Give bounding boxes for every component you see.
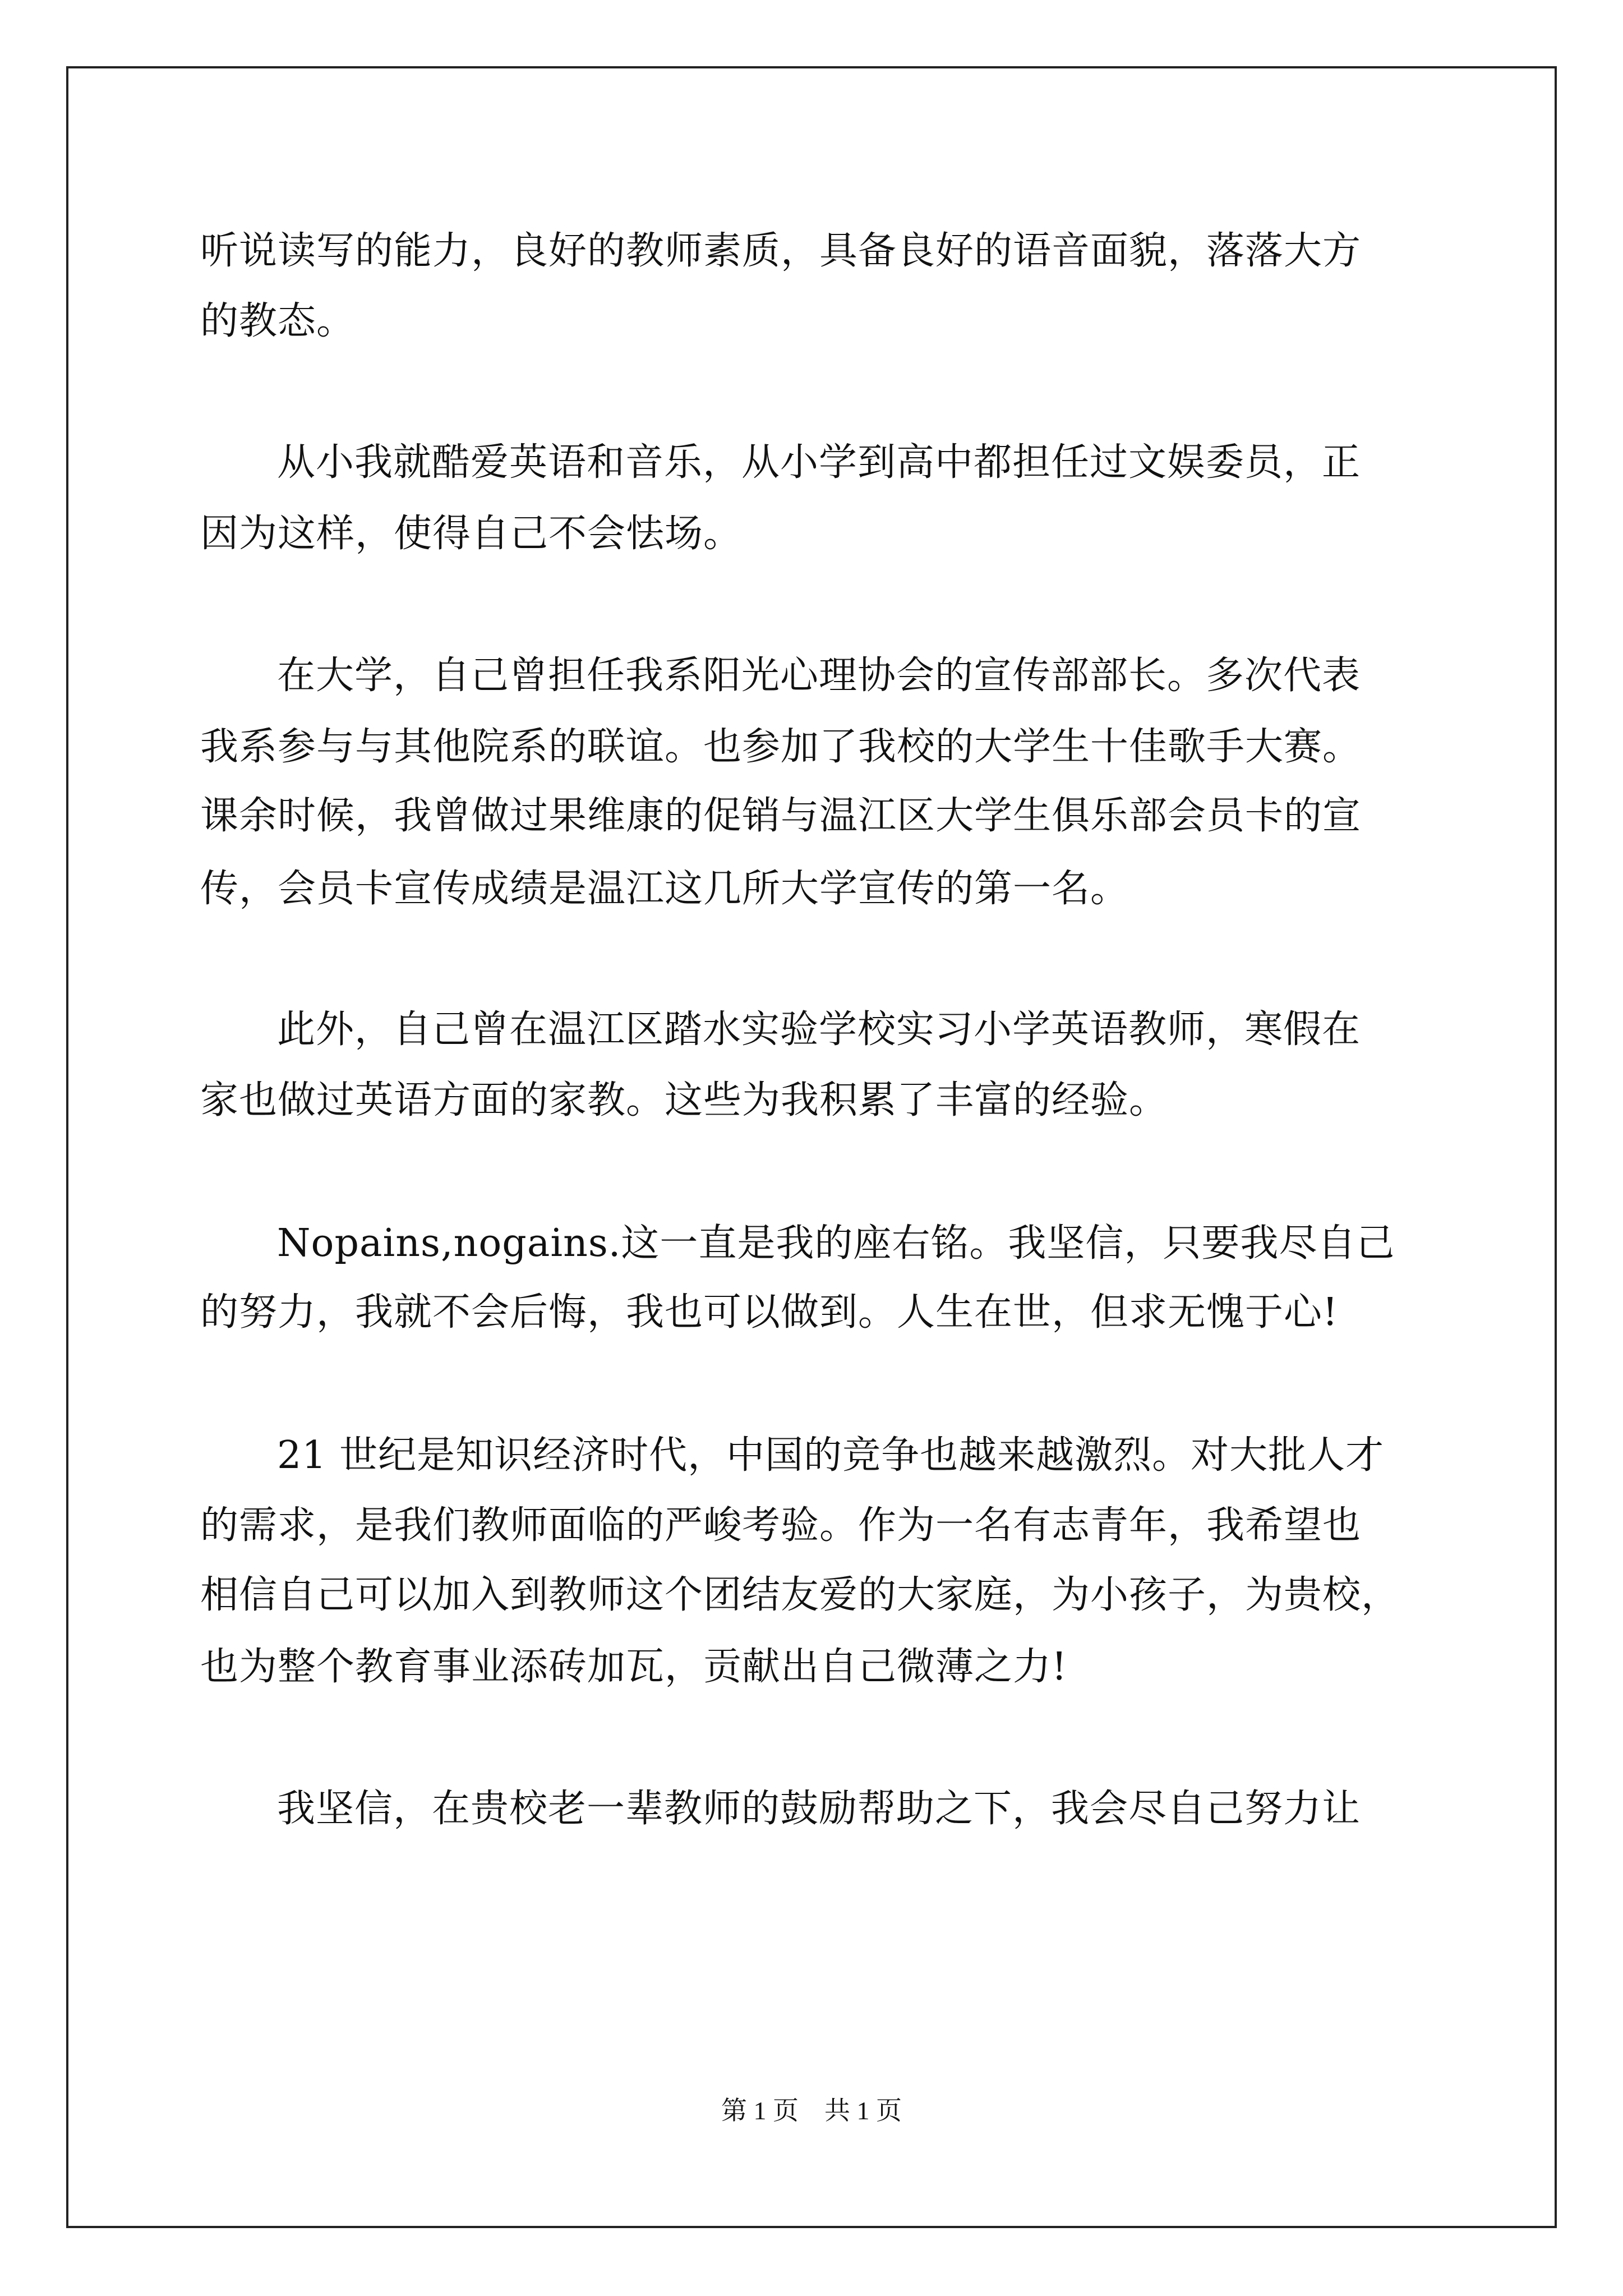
paragraph-start-line: 我坚信，在贵校老一辈教师的鼓励帮助之下，我会尽自己努力让 xyxy=(277,1787,1361,1831)
text-line: 因为这样，使得自己不会怯场。 xyxy=(200,512,743,556)
paragraph-start-line: 在大学，自己曾担任我系阳光心理协会的宣传部部长。多次代表 xyxy=(277,654,1361,698)
text-line: 家也做过英语方面的家教。这些为我积累了丰富的经验。 xyxy=(200,1078,1168,1122)
page-footer xyxy=(0,2095,1623,2127)
text-line: 课余时候，我曾做过果维康的促销与温江区大学生俱乐部会员卡的宣 xyxy=(200,794,1362,838)
text-line: 相信自己可以加入到教师这个团结友爱的大家庭，为小孩子，为贵校， xyxy=(200,1573,1400,1617)
page-number: 第 1 页 xyxy=(721,2096,799,2125)
paragraph-start-line: 从小我就酷爱英语和音乐，从小学到高中都担任过文娱委员，正 xyxy=(277,440,1361,485)
page-border xyxy=(66,66,1557,2228)
text-line: 的努力，我就不会后悔，我也可以做到。人生在世，但求无愧于心! xyxy=(200,1290,1339,1335)
paragraph-start-line: 21 世纪是知识经济时代，中国的竞争也越来越激烈。对大批人才 xyxy=(277,1433,1385,1478)
paragraph-start-line: Nopains,nogains.这一直是我的座右铭。我坚信，只要我尽自己 xyxy=(277,1221,1395,1266)
text-line: 听说读写的能力，良好的教师素质，具备良好的语音面貌，落落大方 xyxy=(200,229,1362,273)
text-line: 我系参与与其他院系的联谊。也参加了我校的大学生十佳歌手大赛。 xyxy=(200,725,1362,769)
text-line: 也为整个教育事业添砖加瓦，贡献出自己微薄之力! xyxy=(200,1645,1068,1689)
text-line: 的需求，是我们教师面临的严峻考验。作为一名有志青年，我希望也 xyxy=(200,1503,1362,1548)
page-total: 共 1 页 xyxy=(824,2096,902,2125)
paragraph-start-line: 此外，自己曾在温江区踏水实验学校实习小学英语教师，寒假在 xyxy=(277,1007,1361,1052)
text-line: 的教态。 xyxy=(200,299,356,343)
text-line: 传，会员卡宣传成绩是温江这几所大学宣传的第一名。 xyxy=(200,867,1129,911)
